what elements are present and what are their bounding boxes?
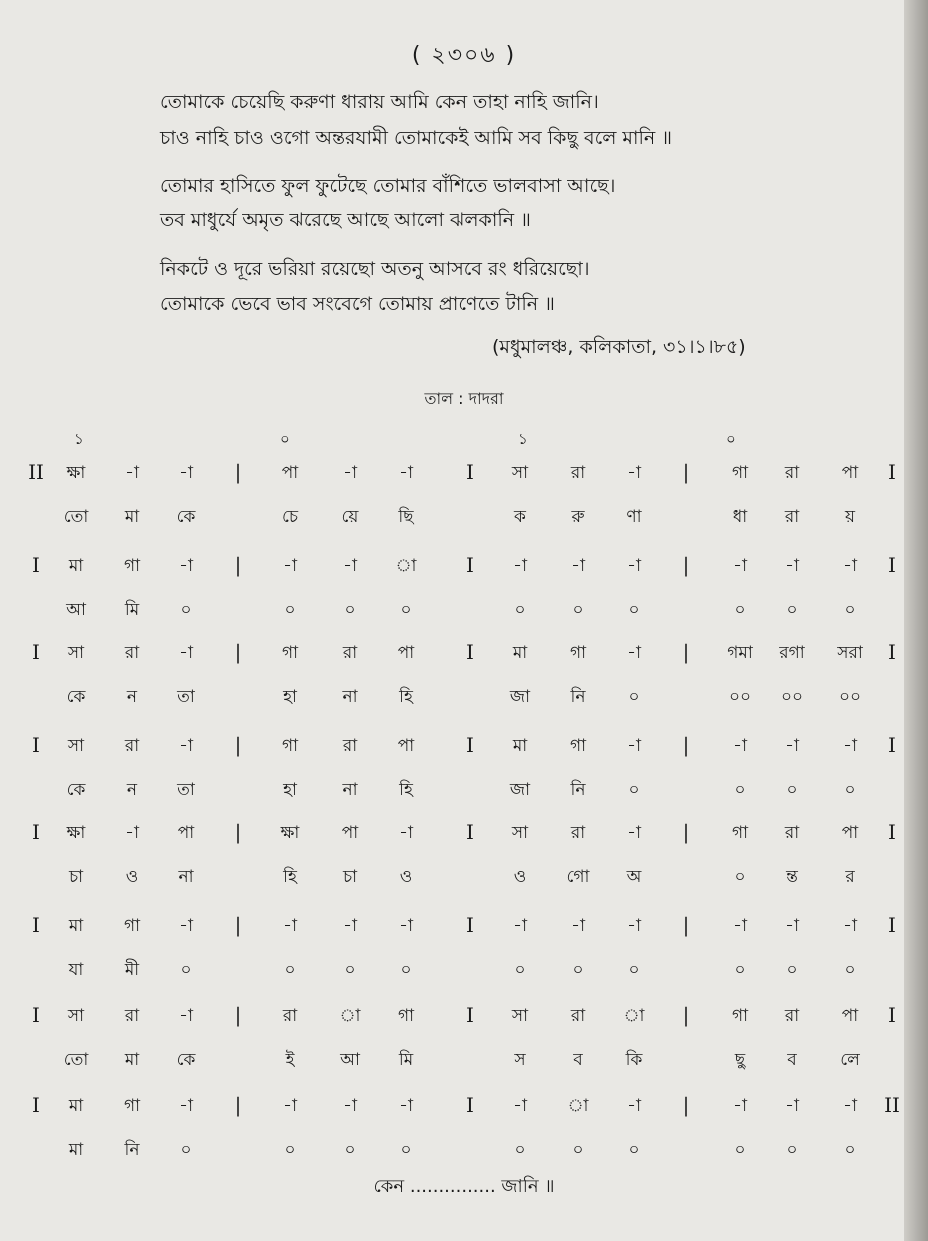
syllable-cell: অ	[626, 867, 642, 887]
closing-line: কেন ............... জানি ॥	[373, 1176, 555, 1197]
syllable-cell: লে	[840, 1050, 860, 1070]
beat-mark: ০	[726, 430, 736, 448]
beat-mark: ১	[518, 430, 528, 448]
bar-divider: |	[682, 913, 690, 937]
note-cell: -া	[843, 556, 857, 576]
start-bar-mark: II	[28, 460, 44, 484]
syllable-cell: ণা	[626, 507, 642, 527]
song-number: ( ২৩০৬ )	[411, 43, 517, 68]
note-cell: গা	[281, 643, 299, 663]
syllable-cell: জা	[509, 780, 531, 800]
end-bar-mark: I	[888, 640, 896, 664]
start-bar-mark: I	[32, 913, 40, 937]
syllable-cell: মী	[124, 960, 140, 980]
tala-label: তাল : দাদরা	[424, 389, 504, 408]
syllable-row	[0, 1047, 928, 1077]
note-cell: -া	[627, 556, 641, 576]
start-bar-mark: I	[32, 1093, 40, 1117]
syllable-cell: ০	[844, 960, 856, 980]
syllable-cell: কি	[625, 1050, 643, 1070]
note-cell: া	[395, 556, 417, 576]
syllable-cell: মি	[398, 1050, 414, 1070]
note-cell: রা	[124, 1006, 140, 1026]
syllable-cell: ই	[285, 1050, 295, 1070]
note-cell: পা	[177, 823, 195, 843]
note-cell: -া	[571, 556, 585, 576]
note-cell: পা	[841, 823, 859, 843]
syllable-cell: কে	[66, 687, 86, 707]
note-cell: পা	[841, 1006, 859, 1026]
syllable-cell: কে	[176, 507, 196, 527]
note-cell: সরা	[837, 643, 863, 663]
bar-divider: |	[682, 553, 690, 577]
note-cell: -া	[513, 1096, 527, 1116]
syllable-cell: ০	[180, 600, 192, 620]
note-cell: -া	[785, 556, 799, 576]
note-cell: রা	[784, 1006, 800, 1026]
notation-row	[0, 913, 928, 943]
note-cell: া	[567, 1096, 589, 1116]
bar-divider: I	[466, 1003, 474, 1027]
syllable-cell: ও	[399, 867, 413, 887]
end-bar-mark: I	[888, 553, 896, 577]
note-cell: সা	[511, 1006, 529, 1026]
lyric-line: তোমাকে চেয়েছি করুণা ধারায় আমি কেন তাহা নাহি জানি।	[160, 91, 599, 113]
syllable-cell: ০	[572, 1140, 584, 1160]
note-cell: -া	[627, 643, 641, 663]
syllable-cell: জা	[509, 687, 531, 707]
note-cell: -া	[283, 1096, 297, 1116]
beat-mark: ০	[280, 430, 290, 448]
syllable-cell: ছু	[734, 1050, 746, 1070]
note-cell: সা	[67, 643, 85, 663]
bar-divider: |	[682, 1003, 690, 1027]
syllable-cell: মি	[124, 600, 140, 620]
note-cell: মা	[512, 643, 528, 663]
note-cell: গা	[569, 643, 587, 663]
note-cell: মা	[68, 556, 84, 576]
bar-divider: |	[234, 1093, 242, 1117]
syllable-cell: ০০	[780, 687, 804, 707]
end-bar-mark: I	[888, 820, 896, 844]
note-cell: রা	[124, 643, 140, 663]
syllable-cell: যা	[68, 960, 84, 980]
note-cell: -া	[179, 643, 193, 663]
syllable-cell: রু	[571, 507, 585, 527]
lyric-line: নিকটে ও দূরে ভরিয়া রয়েছো অতনু আসবে রং ধরিয়েছো।	[160, 258, 590, 280]
bar-divider: |	[234, 733, 242, 757]
note-cell: গা	[731, 463, 749, 483]
notation-row	[0, 1093, 928, 1123]
end-bar-mark: I	[888, 460, 896, 484]
note-cell: সা	[511, 463, 529, 483]
syllable-cell: ০	[734, 600, 746, 620]
syllable-cell: ন্ত	[786, 867, 798, 887]
note-cell: -া	[627, 463, 641, 483]
bar-divider: |	[234, 1003, 242, 1027]
syllable-cell: রা	[784, 507, 800, 527]
note-cell: -া	[733, 556, 747, 576]
syllable-cell: য়	[844, 507, 855, 527]
note-cell: -া	[179, 556, 193, 576]
note-cell: রা	[570, 1006, 586, 1026]
syllable-cell: ০	[514, 600, 526, 620]
note-cell: গা	[731, 823, 749, 843]
syllable-cell: নি	[570, 780, 586, 800]
note-cell: পা	[341, 823, 359, 843]
note-cell: -া	[843, 736, 857, 756]
syllable-cell: ক	[514, 507, 526, 527]
note-cell: রগা	[779, 643, 805, 663]
note-cell: রা	[570, 823, 586, 843]
syllable-row	[0, 864, 928, 894]
note-cell: ক্ষা	[66, 463, 86, 483]
syllable-cell: ০	[400, 1140, 412, 1160]
lyric-line: চাও নাহি চাও ওগো অন্তরযামী তোমাকেই আমি সব কিছু বলে মানি ॥	[160, 127, 673, 149]
source-credit: (মধুমালঞ্চ, কলিকাতা, ৩১।১।৮৫)	[492, 336, 746, 358]
note-cell: -া	[343, 1096, 357, 1116]
syllable-row	[0, 684, 928, 714]
syllable-cell: ন	[126, 687, 138, 707]
syllable-cell: ছি	[398, 507, 414, 527]
bar-divider: |	[234, 460, 242, 484]
syllable-cell: ০	[284, 1140, 296, 1160]
syllable-cell: মা	[68, 1140, 84, 1160]
note-cell: া	[623, 1006, 645, 1026]
bar-divider: |	[234, 640, 242, 664]
syllable-cell: ০	[284, 960, 296, 980]
bar-divider: |	[682, 820, 690, 844]
lyric-line: তব মাধুর্যে অমৃত ঝরেছে আছে আলো ঝলকানি ॥	[160, 209, 531, 231]
note-cell: রা	[570, 463, 586, 483]
note-cell: সা	[67, 736, 85, 756]
syllable-cell: ও	[513, 867, 527, 887]
syllable-cell: নি	[124, 1140, 140, 1160]
bar-divider: |	[682, 733, 690, 757]
syllable-cell: ০	[344, 600, 356, 620]
note-cell: -া	[785, 916, 799, 936]
syllable-cell: হি	[399, 687, 413, 707]
syllable-cell: ০	[400, 960, 412, 980]
note-cell: -া	[733, 916, 747, 936]
bar-divider: I	[466, 640, 474, 664]
note-cell: মা	[68, 1096, 84, 1116]
syllable-cell: হা	[283, 780, 297, 800]
note-cell: গা	[123, 556, 141, 576]
syllable-cell: ০	[514, 960, 526, 980]
note-cell: ক্ষা	[66, 823, 86, 843]
syllable-cell: ০	[628, 780, 640, 800]
note-cell: পা	[397, 643, 415, 663]
note-cell: -া	[785, 736, 799, 756]
notation-row	[0, 820, 928, 850]
note-cell: -া	[627, 823, 641, 843]
end-bar-mark: I	[888, 733, 896, 757]
note-cell: রা	[342, 643, 358, 663]
note-cell: সা	[511, 823, 529, 843]
note-cell: -া	[179, 736, 193, 756]
syllable-cell: তা	[177, 780, 195, 800]
syllable-cell: তো	[63, 1050, 89, 1070]
bar-divider: I	[466, 820, 474, 844]
syllable-cell: ব	[787, 1050, 797, 1070]
bar-divider: |	[682, 640, 690, 664]
syllable-cell: চা	[68, 867, 84, 887]
note-cell: পা	[281, 463, 299, 483]
note-cell: -া	[179, 1006, 193, 1026]
syllable-cell: চা	[342, 867, 358, 887]
note-cell: -া	[343, 916, 357, 936]
note-cell: মা	[68, 916, 84, 936]
note-cell: -া	[571, 916, 585, 936]
syllable-cell: ০	[628, 687, 640, 707]
syllable-cell: ও	[125, 867, 139, 887]
note-cell: -া	[843, 1096, 857, 1116]
syllable-cell: গো	[566, 867, 590, 887]
syllable-cell: স	[514, 1050, 526, 1070]
beat-mark: ১	[74, 430, 84, 448]
note-cell: -া	[513, 916, 527, 936]
notation-row	[0, 640, 928, 670]
syllable-cell: ০	[344, 1140, 356, 1160]
bar-divider: |	[682, 1093, 690, 1117]
bar-divider: |	[234, 820, 242, 844]
syllable-cell: না	[178, 867, 194, 887]
note-cell: -া	[179, 463, 193, 483]
bar-divider: |	[234, 553, 242, 577]
syllable-cell: ০	[284, 600, 296, 620]
start-bar-mark: I	[32, 820, 40, 844]
syllable-cell: না	[342, 687, 358, 707]
syllable-cell: ০	[844, 780, 856, 800]
syllable-cell: ০০	[838, 687, 862, 707]
lyric-line: তোমার হাসিতে ফুল ফুটেছে তোমার বাঁশিতে ভালবাসা আছে।	[160, 175, 616, 197]
bar-divider: |	[682, 460, 690, 484]
syllable-cell: ধা	[732, 507, 748, 527]
note-cell: -া	[283, 556, 297, 576]
syllable-cell: ০	[786, 600, 798, 620]
syllable-cell: ব	[573, 1050, 583, 1070]
syllable-row	[0, 777, 928, 807]
syllable-cell: ০	[734, 1140, 746, 1160]
note-cell: পা	[397, 736, 415, 756]
notation-row	[0, 1003, 928, 1033]
notation-row	[0, 733, 928, 763]
syllable-cell: ০	[572, 600, 584, 620]
syllable-row	[0, 597, 928, 627]
note-cell: রা	[282, 1006, 298, 1026]
syllable-cell: ০	[786, 960, 798, 980]
syllable-cell: তা	[177, 687, 195, 707]
syllable-cell: ০	[734, 960, 746, 980]
syllable-cell: ০০	[728, 687, 752, 707]
note-cell: গা	[123, 1096, 141, 1116]
note-cell: -া	[785, 1096, 799, 1116]
note-cell: গা	[731, 1006, 749, 1026]
note-cell: রা	[784, 463, 800, 483]
syllable-cell: আ	[340, 1050, 360, 1070]
start-bar-mark: I	[32, 640, 40, 664]
note-cell: -া	[733, 1096, 747, 1116]
bar-divider: I	[466, 1093, 474, 1117]
bar-divider: |	[234, 913, 242, 937]
syllable-cell: কে	[66, 780, 86, 800]
note-cell: -া	[627, 916, 641, 936]
note-cell: া	[339, 1006, 361, 1026]
syllable-cell: ০	[628, 960, 640, 980]
note-cell: -া	[343, 463, 357, 483]
note-cell: -া	[513, 556, 527, 576]
syllable-cell: আ	[66, 600, 86, 620]
note-cell: -া	[627, 1096, 641, 1116]
note-cell: ক্ষা	[280, 823, 300, 843]
bar-divider: I	[466, 553, 474, 577]
syllable-cell: ০	[628, 600, 640, 620]
bar-divider: I	[466, 733, 474, 757]
syllable-cell: ০	[786, 1140, 798, 1160]
syllable-cell: ০	[786, 780, 798, 800]
syllable-cell: য়ে	[341, 507, 359, 527]
bar-divider: I	[466, 913, 474, 937]
note-cell: গা	[569, 736, 587, 756]
start-bar-mark: I	[32, 733, 40, 757]
syllable-cell: চে	[281, 507, 299, 527]
syllable-row	[0, 504, 928, 534]
lyric-line: তোমাকে ভেবে ভাব সংবেগে তোমায় প্রাণেতে টানি ॥	[160, 293, 555, 315]
syllable-cell: ০	[844, 1140, 856, 1160]
note-cell: রা	[784, 823, 800, 843]
note-cell: -া	[179, 1096, 193, 1116]
end-bar-mark: I	[888, 1003, 896, 1027]
note-cell: পা	[841, 463, 859, 483]
syllable-cell: ০	[344, 960, 356, 980]
note-cell: -া	[733, 736, 747, 756]
note-cell: -া	[343, 556, 357, 576]
note-cell: -া	[125, 463, 139, 483]
start-bar-mark: I	[32, 553, 40, 577]
note-cell: -া	[283, 916, 297, 936]
note-cell: -া	[179, 916, 193, 936]
syllable-cell: র	[845, 867, 855, 887]
bar-divider: I	[466, 460, 474, 484]
note-cell: মা	[512, 736, 528, 756]
note-cell: গা	[281, 736, 299, 756]
syllable-cell: ০	[180, 960, 192, 980]
syllable-cell: তো	[63, 507, 89, 527]
syllable-cell: ০	[734, 780, 746, 800]
syllable-cell: মা	[124, 507, 140, 527]
notation-row	[0, 460, 928, 490]
note-cell: -া	[399, 463, 413, 483]
syllable-cell: ০	[400, 600, 412, 620]
note-cell: গা	[397, 1006, 415, 1026]
syllable-cell: না	[342, 780, 358, 800]
note-cell: রা	[342, 736, 358, 756]
notation-row	[0, 553, 928, 583]
note-cell: -া	[399, 916, 413, 936]
syllable-cell: হি	[399, 780, 413, 800]
syllable-cell: ০	[514, 1140, 526, 1160]
note-cell: গমা	[727, 643, 753, 663]
note-cell: -া	[399, 1096, 413, 1116]
syllable-cell: কে	[176, 1050, 196, 1070]
syllable-cell: হি	[283, 867, 297, 887]
syllable-cell: ০	[628, 1140, 640, 1160]
start-bar-mark: I	[32, 1003, 40, 1027]
syllable-cell: ০	[734, 867, 746, 887]
syllable-cell: ০	[180, 1140, 192, 1160]
note-cell: -া	[627, 736, 641, 756]
note-cell: সা	[67, 1006, 85, 1026]
syllable-cell: ন	[126, 780, 138, 800]
note-cell: গা	[123, 916, 141, 936]
note-cell: -া	[125, 823, 139, 843]
note-cell: রা	[124, 736, 140, 756]
syllable-row	[0, 1137, 928, 1167]
end-bar-mark: II	[884, 1093, 900, 1117]
end-bar-mark: I	[888, 913, 896, 937]
syllable-cell: হা	[283, 687, 297, 707]
syllable-row	[0, 957, 928, 987]
syllable-cell: মা	[124, 1050, 140, 1070]
syllable-cell: ০	[844, 600, 856, 620]
note-cell: -া	[399, 823, 413, 843]
syllable-cell: নি	[570, 687, 586, 707]
note-cell: -া	[843, 916, 857, 936]
syllable-cell: ০	[572, 960, 584, 980]
